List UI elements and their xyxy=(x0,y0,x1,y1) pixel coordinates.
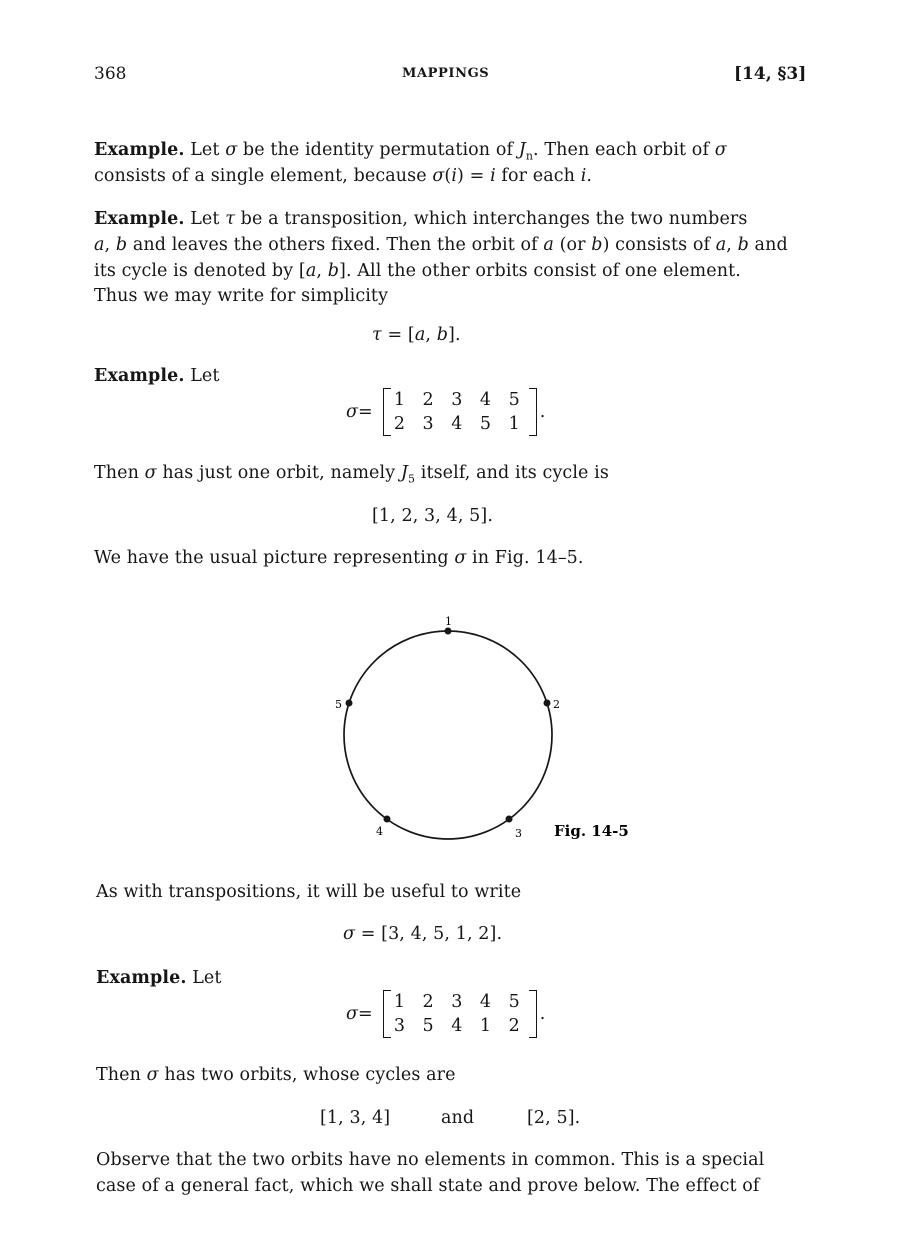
example-3-label: Example. Let xyxy=(94,366,220,386)
example-4-label: Example. Let xyxy=(96,968,222,988)
matrix-equation-2: σ = 1 2 3 4 5 3 5 4 1 2 . xyxy=(346,992,546,1036)
example-2-line-4: Thus we may write for simplicity xyxy=(94,286,389,306)
permutation-matrix-1: 1 2 3 4 5 2 3 4 5 1 xyxy=(383,388,537,436)
example-1-line-1: Example. Let σ be the identity permutation of $J_n$. Then each orbit of σ xyxy=(94,140,727,163)
figure-caption: Fig. 14-5 xyxy=(554,822,629,840)
label-4: 4 xyxy=(376,825,383,838)
page-number: 368 xyxy=(94,64,127,84)
cycle-1-2-3-4-5: [1, 2, 3, 4, 5]. xyxy=(372,506,493,526)
node-4 xyxy=(384,816,391,823)
observe-line-1: Observe that the two orbits have no elements in common. This is a special xyxy=(96,1150,765,1170)
example-1-line-2: consists of a single element, because σ(i) = i for each i. xyxy=(94,166,593,186)
cycle-2-5: [2, 5]. xyxy=(527,1108,581,1128)
example-2-line-3: its cycle is denoted by [a, b]. All the other orbits consist of one element. xyxy=(94,261,741,281)
and-word: and xyxy=(441,1108,475,1128)
node-1 xyxy=(445,628,452,635)
label-2: 2 xyxy=(553,698,560,711)
node-5 xyxy=(346,700,353,707)
section-ref: [14, §3] xyxy=(734,64,807,84)
cycle-figure xyxy=(320,610,660,860)
permutation-matrix-2: 1 2 3 4 5 3 5 4 1 2 xyxy=(383,990,537,1038)
sigma-cycle-equation: σ = [3, 4, 5, 1, 2]. xyxy=(343,924,503,944)
running-title: MAPPINGS xyxy=(402,66,490,81)
matrix-equation-1: σ = 1 2 3 4 5 2 3 4 5 1 . xyxy=(346,390,546,434)
node-2 xyxy=(544,700,551,707)
example-2-line-1: Example. Let τ be a transposition, which interchanges the two numbers xyxy=(94,209,748,229)
transpositions-line: As with transpositions, it will be useful to write xyxy=(96,882,522,902)
cycle-circle xyxy=(344,631,552,839)
example-3-then: Then σ has just one orbit, namely $J_5$ itself, and its cycle is xyxy=(94,463,609,486)
label-3: 3 xyxy=(515,827,522,840)
tau-equation: τ = [a, b]. xyxy=(372,325,461,345)
label-5: 5 xyxy=(335,698,342,711)
usual-picture-line: We have the usual picture representing σ in Fig. 14–5. xyxy=(94,548,584,568)
node-3 xyxy=(506,816,513,823)
example-2-line-2: a, b and leaves the others fixed. Then the orbit of a (or b) consists of a, b and xyxy=(94,235,788,255)
cycle-1-3-4: [1, 3, 4] xyxy=(320,1108,391,1128)
example-4-then: Then σ has two orbits, whose cycles are xyxy=(96,1065,456,1085)
label-1: 1 xyxy=(445,615,452,628)
observe-line-2: case of a general fact, which we shall state and prove below. The effect of xyxy=(96,1176,760,1196)
